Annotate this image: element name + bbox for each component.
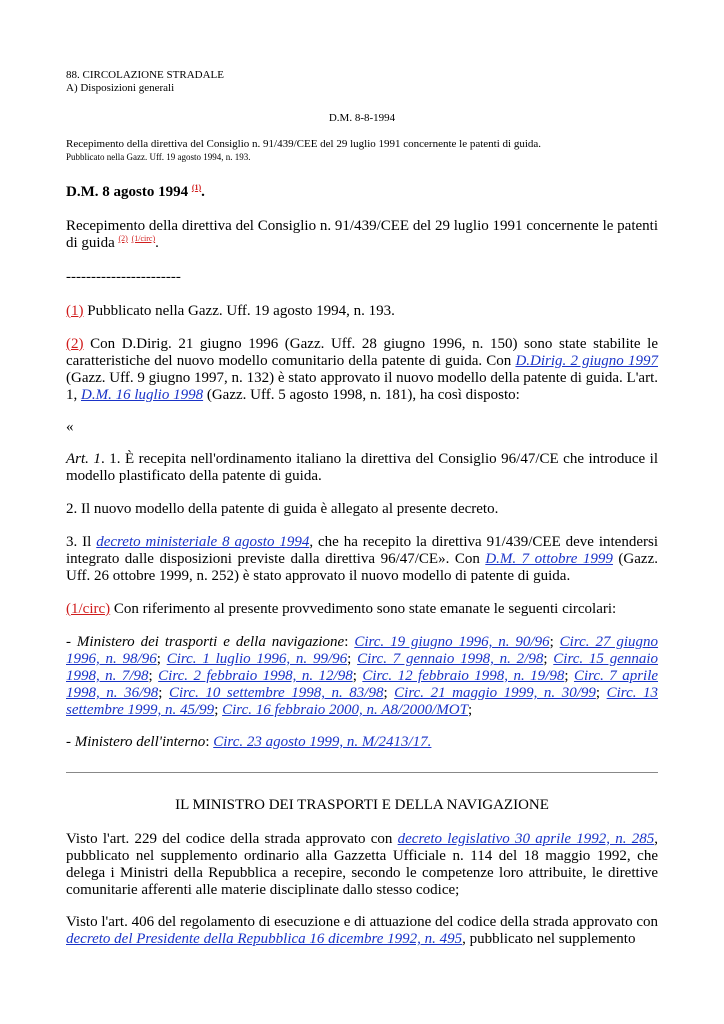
- footnote-1: [66, 303, 658, 320]
- header-block: [66, 69, 224, 95]
- visto-1-text: Visto l'art. 229 del codice della strada approvato con: [66, 831, 398, 847]
- header-published: Pubblicato nella Gazz. Uff. 19 agosto 1994, n. 193.: [66, 152, 251, 162]
- horizontal-rule: [66, 772, 658, 773]
- separator: ;: [543, 651, 554, 667]
- header-dm-ref: D.M. 8-8-1994: [328, 112, 396, 124]
- ministero-interno-circolari: [66, 734, 658, 751]
- paragraph-3-text-2: , che ha recepito la direttiva 91/439/CEE deve intendersi integrato dalle disposizioni previste dalla direttiva 96/47/CE». Con: [66, 534, 658, 567]
- circ-note-ref[interactable]: (1/circ): [66, 601, 111, 617]
- circ-link[interactable]: Circ. 15 gennaio 1998, n. 7/98: [66, 651, 659, 684]
- footnote-ref-2[interactable]: (2): [66, 336, 84, 352]
- footnote-1-text: Pubblicato nella Gazz. Uff. 19 agosto 1994, n. 193.: [83, 303, 395, 319]
- circ-link[interactable]: Circ. 27 giugno 1996, n. 98/96: [66, 634, 659, 667]
- ministero-trasporti-label: - Ministero dei trasporti e della navigazione: [66, 634, 345, 650]
- link-ddirig-1997[interactable]: D.Dirig. 2 giugno 1997: [515, 353, 658, 369]
- separator-line: -----------------------: [66, 269, 181, 285]
- circ-note: [66, 601, 658, 618]
- link-dm-1998[interactable]: D.M. 16 luglio 1998: [81, 387, 204, 403]
- link-dm-1999[interactable]: D.M. 7 ottobre 1999: [485, 551, 613, 567]
- footnote-link-1[interactable]: (1): [191, 183, 202, 192]
- paragraph-3: [66, 534, 658, 585]
- title-dot: .: [201, 184, 205, 200]
- circ-note-text: Con riferimento al presente provvedimento sono state emanate le seguenti circolari:: [110, 601, 617, 617]
- circ-link[interactable]: Circ. 1 luglio 1996, n. 99/96: [166, 651, 348, 667]
- paragraph-2: 2. Il nuovo modello della patente di guida è allegato al presente decreto.: [66, 501, 499, 517]
- footnote-ref-1[interactable]: (1): [66, 303, 84, 319]
- footnote-2: [66, 336, 658, 404]
- separator: ;: [156, 651, 167, 667]
- colon: :: [344, 634, 355, 650]
- visto-paragraph-2: [66, 914, 658, 948]
- circ-link[interactable]: Circ. 13 settembre 1999, n. 45/99: [66, 685, 659, 718]
- separator: ;: [352, 668, 363, 684]
- separator: ;: [549, 634, 560, 650]
- title-text: D.M. 8 agosto 1994: [66, 184, 189, 200]
- circ-link[interactable]: Circ. 7 gennaio 1998, n. 2/98: [357, 651, 544, 667]
- article-1: [66, 451, 658, 485]
- link-dm-1994[interactable]: decreto ministeriale 8 agosto 1994: [96, 534, 310, 550]
- separator: ;: [383, 685, 395, 701]
- separator: ;: [595, 685, 607, 701]
- document-subtitle: [66, 218, 658, 252]
- ministero-interno-label: - Ministero dell'interno: [66, 734, 206, 750]
- header-section: 88. CIRCOLAZIONE STRADALE: [66, 69, 224, 81]
- paragraph-3-text: 3. Il: [66, 534, 97, 550]
- article-1-label: Art. 1: [66, 451, 101, 467]
- circ-link-interno[interactable]: Circ. 23 agosto 1999, n. M/2413/17.: [213, 734, 432, 750]
- visto-paragraph-1: [66, 831, 658, 899]
- circ-link[interactable]: Circ. 21 maggio 1999, n. 30/99: [394, 685, 596, 701]
- circ-link[interactable]: Circ. 10 settembre 1998, n. 83/98: [168, 685, 384, 701]
- visto-1-text-2: , pubblicato nel supplemento ordinario alla Gazzetta Ufficiale n. 114 del 18 maggio 1992, che delega i Ministri della Repubblica a recepire, secondo le competenze loro attribuite, le direttive comunitarie afferenti alle materie disciplinate dallo stesso codice;: [66, 831, 658, 898]
- link-dpr-495[interactable]: decreto del Presidente della Repubblica 16 dicembre 1992, n. 495: [66, 931, 463, 947]
- footnote-2-text-2: (Gazz. Uff. 9 giugno 1997, n. 132) è stato approvato il nuovo modello della patente di guida. L'art. 1,: [66, 370, 658, 403]
- subtitle-dot: .: [155, 235, 159, 251]
- circ-link[interactable]: Circ. 12 febbraio 1998, n. 19/98: [362, 668, 565, 684]
- minister-heading: IL MINISTRO DEI TRASPORTI E DELLA NAVIGAZIONE: [175, 797, 549, 813]
- separator: ;: [148, 668, 159, 684]
- article-1-text: . 1. È recepita nell'ordinamento italiano la direttiva del Consiglio 96/47/CE che introduce il modello plastificato della patente di guida.: [66, 451, 658, 484]
- separator: ;: [214, 702, 223, 718]
- subtitle-text: Recepimento della direttiva del Consiglio n. 91/439/CEE del 29 luglio 1991 concernente le patenti di guida: [66, 218, 658, 251]
- footnote-link-2[interactable]: (2): [118, 234, 128, 243]
- footnote-link-circ[interactable]: (1/circ): [131, 234, 156, 243]
- header-subsection: A) Disposizioni generali: [66, 82, 175, 94]
- quote-open: «: [66, 419, 74, 435]
- circ-link[interactable]: Circ. 7 aprile 1998, n. 36/98: [66, 668, 659, 701]
- circ-link[interactable]: Circ. 2 febbraio 1998, n. 12/98: [158, 668, 353, 684]
- separator: ;: [347, 651, 358, 667]
- colon: :: [205, 734, 214, 750]
- footnote-2-text: Con D.Dirig. 21 giugno 1996 (Gazz. Uff. 28 giugno 1996, n. 150) sono state stabilite le caratteristiche del nuovo modello comunitario della patente di guida. Con: [66, 336, 658, 369]
- footnote-2-text-3: (Gazz. Uff. 5 agosto 1998, n. 181), ha così disposto:: [203, 387, 520, 403]
- ministero-trasporti-circolari: [66, 634, 658, 719]
- header-summary: Recepimento della direttiva del Consiglio n. 91/439/CEE del 29 luglio 1991 concernente le patenti di guida.: [66, 138, 542, 150]
- link-dlgs-285[interactable]: decreto legislativo 30 aprile 1992, n. 285: [397, 831, 655, 847]
- document-title: [66, 184, 658, 201]
- separator: ;: [158, 685, 169, 701]
- visto-2-text-2: , pubblicato nel supplemento: [462, 931, 636, 947]
- circ-link[interactable]: Circ. 16 febbraio 2000, n. A8/2000/MOT: [222, 702, 468, 718]
- visto-2-text: Visto l'art. 406 del regolamento di esecuzione e di attuazione del codice della strada approvato con: [66, 914, 658, 930]
- circ-link[interactable]: Circ. 19 giugno 1996, n. 90/96: [354, 634, 550, 650]
- separator: ;: [564, 668, 574, 684]
- separator: ;: [467, 702, 473, 718]
- paragraph-3-text-3: (Gazz. Uff. 26 ottobre 1999, n. 252) è stato approvato il nuovo modello di patente di guida.: [66, 551, 658, 584]
